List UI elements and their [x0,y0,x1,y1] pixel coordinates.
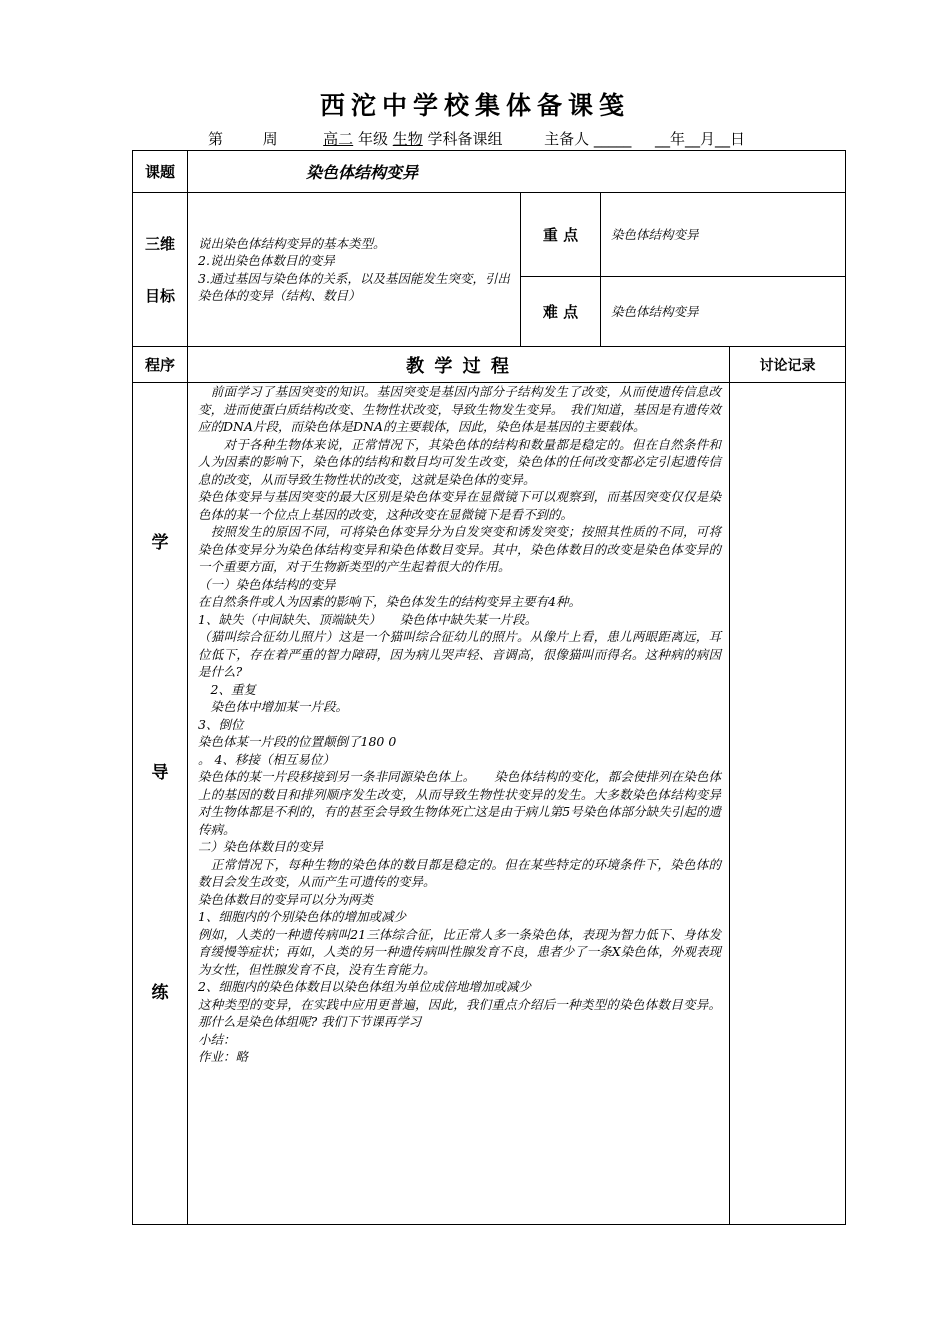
difficult-point-label: 难 点 [521,277,601,347]
process-label: 程序 [133,347,188,383]
process-paragraph: 。 4、移接（相互易位） [198,751,335,767]
week-suffix: 周 [262,130,278,148]
process-paragraph: 按照发生的原因不同，可将染色体变异分为自发突变和诱发突变；按照其性质的不同，可将染色体变异分为染色体结构变异和染色体数目变异。其中，染色体数目的改变是染色体变异的一个重要方面，对于生物新类型的产生起着很大的作用。 [198,524,721,574]
lesson-plan-table [132,150,846,1225]
goal-item: 3.通过基因与染色体的关系，以及基因能发生突变，引出染色体的变异（结构、数目） [198,270,510,303]
process-paragraph: 染色体中增加某一片段。 [198,699,349,714]
week-label: 第 [208,130,224,148]
date-blank: __年__月__日 [654,130,745,148]
subject-value: 生物 [392,130,423,148]
difficult-point-value: 染色体结构变异 [601,277,846,347]
process-content [188,383,730,1225]
process-paragraph: 例如，人类的一种遗传病叫21三体综合征，比正常人多一条染色体，表现为智力低下、身体发育缓慢等症状；再如，人类的另一种遗传病叫性腺发育不良，患者少了一条X染色体，外观表现为女性，但性腺发育不良，没有生育能力。 [198,926,721,977]
side-char-dao: 导 [151,763,169,783]
topic-label: 课题 [133,151,188,193]
goals-label-line-1: 三维 [144,234,175,253]
goal-item: 说出染色体结构变异的基本类型。 [198,235,386,251]
process-paragraph: 1、细胞内的个别染色体的增加或减少 [198,909,406,924]
process-paragraph: 前面学习了基因突变的知识。基因突变是基因内部分子结构发生了改变，从而使遗传信息改变，进而使蛋白质结构改变、生物性状改变，导致生物发生变异。 我们知道，基因是有遗传效应的DNA片段，而染色体是DNA的主要载体，因此，染色体是基因的主要载体。 [198,384,721,434]
topic-value: 染色体结构变异 [188,151,846,193]
process-paragraph: 这种类型的变异，在实践中应用更普遍，因此，我们重点介绍后一种类型的染色体数目变异。那什么是染色体组呢? 我们下节课再学习 [198,996,721,1029]
header-info-line [208,128,745,149]
process-paragraph: 2、重复 [198,681,256,697]
process-paragraph: 二）染色体数目的变异 [198,839,324,854]
process-paragraph: 正常情况下，每种生物的染色体的数目都是稳定的。但在某些特定的环境条件下，染色体的数目会发生改变，从而产生可遗传的变异。 [198,856,721,889]
process-paragraph: 作业：略 [198,1049,249,1064]
page-title: 西沱中学校集体备课笺 [319,91,630,120]
grade-value: 高二 [323,130,354,148]
lead-blank: _____ [593,130,632,148]
process-paragraph: （猫叫综合征幼儿照片）这是一个猫叫综合征幼儿的照片。从像片上看，患儿两眼距离远，耳位低下，存在着严重的智力障碍，因为病儿哭声轻、音调高，很像猫叫而得名。这种病的病因是什么? [198,629,721,679]
key-point-label: 重 点 [521,193,601,277]
process-paragraph: 小结： [198,1031,236,1047]
grade-label: 年级 [357,130,388,148]
process-paragraph: 染色体的某一片段移接到另一条非同源染色体上。 染色体结构的变化，都会使排列在染色体上的基因的数目和排列顺序发生改变，从而导致生物性状变异的发生。大多数染色体结构变异对生物体都是不利的，有的甚至会导致生物体死亡这是由于病儿第5号染色体部分缺失引起的遗传病。 [198,769,721,837]
process-paragraph: 染色体变异与基因突变的最大区别是染色体变异在显微镜下可以观察到，而基因突变仅仅是染色体的某一个位点上基因的改变，这种改变在显微镜下是看不到的。 [198,489,721,522]
lead-label: 主备人 [544,130,590,148]
goals-label [133,193,188,347]
discussion-notes-cell [730,383,846,1225]
process-paragraph: 在自然条件或人为因素的影响下，染色体发生的结构变异主要有4种。 [198,594,581,609]
side-char-lian: 练 [151,983,169,1003]
goals-label-line-2: 目标 [144,286,175,305]
discussion-header: 讨论记录 [730,347,846,383]
goal-item: 2.说出染色体数目的变异 [198,253,335,268]
process-paragraph: 2、细胞内的染色体数目以染色体组为单位成倍地增加或减少 [198,979,531,994]
process-paragraph: 染色体某一片段的位置颠倒了180 0 [198,734,397,749]
process-paragraph: 对于各种生物体来说，正常情况下，其染色体的结构和数量都是稳定的。但在自然条件和人为因素的影响下，染色体的结构和数目均可发生改变，染色体的任何改变都必定引起遗传信息的改变，从而导致生物性状的改变，这就是染色体的变异。 [198,436,721,487]
process-paragraph: 1、缺失（中间缺失、顶端缺失） 染色体中缺失某一片段。 [198,611,538,627]
key-point-value: 染色体结构变异 [601,193,846,277]
subject-label: 学科备课组 [427,130,503,148]
side-char-xue: 学 [151,533,169,553]
process-paragraph: 3、倒位 [198,716,244,732]
process-paragraph: （一）染色体结构的变异 [198,576,336,592]
goals-text [188,193,521,347]
process-paragraph: 染色体数目的变异可以分为两类 [198,891,374,907]
process-header: 教 学 过 程 [188,347,730,383]
side-label-column [133,383,188,1225]
